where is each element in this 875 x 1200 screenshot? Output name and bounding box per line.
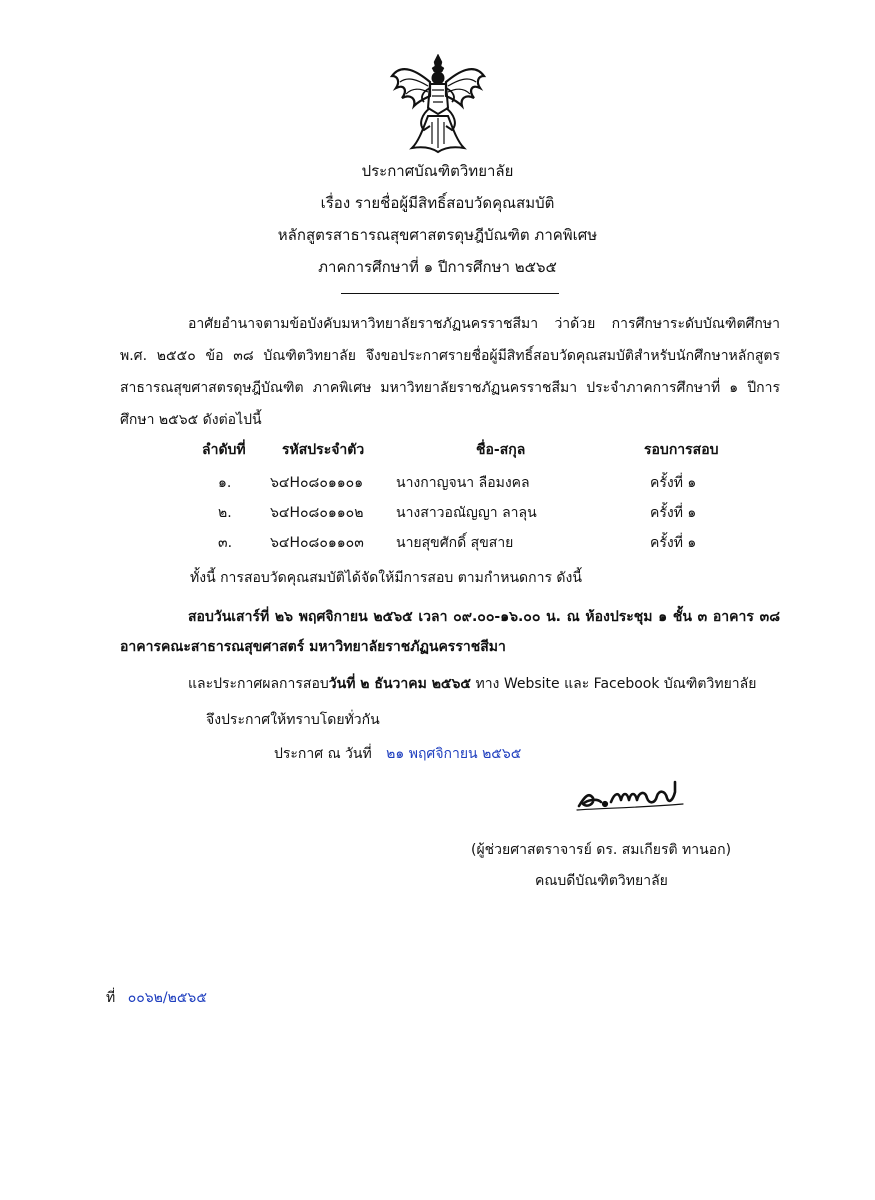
student-id: ๖๔H๐๘๐๑๑๐๓	[270, 535, 364, 551]
exam-round: ครั้งที่ ๑	[650, 535, 697, 551]
table-header-name: ชื่อ-สกุล	[476, 442, 526, 458]
row-number: ๓.	[218, 535, 233, 551]
program-name: หลักสูตรสาธารณสุขศาสตรดุษฎีบัณฑิต ภาคพิเศษ	[277, 226, 598, 244]
row-number: ๒.	[218, 505, 232, 521]
document-number	[106, 990, 207, 1008]
announcement-title: ประกาศบัณฑิตวิทยาลัย	[361, 162, 514, 180]
exam-schedule: สอบวันเสาร์ที่ ๒๖ พฤศจิกายน ๒๕๖๕ เวลา ๐๙.๐๐-๑๖.๐๐ น. ณ ห้องประชุม ๑ ชั้น ๓ อาคาร ๓๘ อาคารคณะสาธารณสุขศาสตร์ มหาวิทยาลัยราชภัฏนครราชสีมา	[120, 609, 780, 655]
announce-date-line	[274, 746, 521, 764]
announce-date-value: ๒๑ พฤศจิกายน ๒๕๖๕	[386, 746, 522, 762]
student-name: นายสุขศักดิ์ สุขสาย	[396, 535, 514, 551]
title-divider	[341, 293, 559, 294]
exam-round: ครั้งที่ ๑	[650, 475, 697, 491]
announcement-subject: เรื่อง รายชื่อผู้มีสิทธิ์สอบวัดคุณสมบัติ	[320, 194, 555, 212]
document-number-label: ที่	[106, 990, 116, 1006]
document-number-value: ๐๐๖๒/๒๕๖๕	[127, 990, 207, 1006]
result-announce-prefix: และประกาศผลการสอบ	[188, 676, 329, 692]
semester-line: ภาคการศึกษาที่ ๑ ปีการศึกษา ๒๕๖๕	[318, 258, 557, 276]
student-name: นางกาญจนา ลือมงคล	[396, 475, 530, 491]
announce-date-label: ประกาศ ณ วันที่	[274, 746, 372, 762]
garuda-emblem-icon	[388, 52, 488, 154]
intro-paragraph: อาศัยอำนาจตามข้อบังคับมหาวิทยาลัยราชภัฏนครราชสีมา ว่าด้วย การศึกษาระดับบัณฑิตศึกษา พ.ศ. ๒๕๕๐ ข้อ ๓๘ บัณฑิตวิทยาลัย จึงขอประกาศรายชื่อผู้มีสิทธิ์สอบวัดคุณสมบัติสำหรับนักศึกษาหลักสูตรสาธารณสุขศาสตรดุษฎีบัณฑิต ภาคพิเศษ มหาวิทยาลัยราชภัฏนครราชสีมา ประจำภาคการศึกษาที่ ๑ ปีการศึกษา ๒๕๖๕ ดังต่อไปนี้	[120, 316, 780, 428]
table-header-no: ลำดับที่	[202, 442, 246, 458]
result-announcement	[188, 676, 756, 694]
exam-note: ทั้งนี้ การสอบวัดคุณสมบัติได้จัดให้มีการสอบ ตามกำหนดการ ดังนี้	[190, 570, 582, 586]
closing-statement: จึงประกาศให้ทราบโดยทั่วกัน	[206, 712, 380, 728]
signer-position: คณบดีบัณฑิตวิทยาลัย	[535, 873, 668, 889]
student-id: ๖๔H๐๘๐๑๑๐๑	[270, 475, 364, 491]
table-header-id: รหัสประจำตัว	[282, 442, 365, 458]
table-header-round: รอบการสอบ	[644, 442, 719, 458]
row-number: ๑.	[218, 475, 232, 491]
result-announce-suffix: ทาง Website และ Facebook บัณฑิตวิทยาลัย	[471, 676, 757, 692]
result-announce-date: วันที่ ๒ ธันวาคม ๒๕๖๕	[328, 676, 472, 692]
student-id: ๖๔H๐๘๐๑๑๐๒	[270, 505, 364, 521]
signer-name: (ผู้ช่วยศาสตราจารย์ ดร. สมเกียรติ ทานอก)	[471, 842, 732, 858]
handwritten-signature-icon	[575, 778, 687, 812]
student-name: นางสาวอณัญญา ลาลุน	[396, 505, 537, 521]
exam-round: ครั้งที่ ๑	[650, 505, 697, 521]
